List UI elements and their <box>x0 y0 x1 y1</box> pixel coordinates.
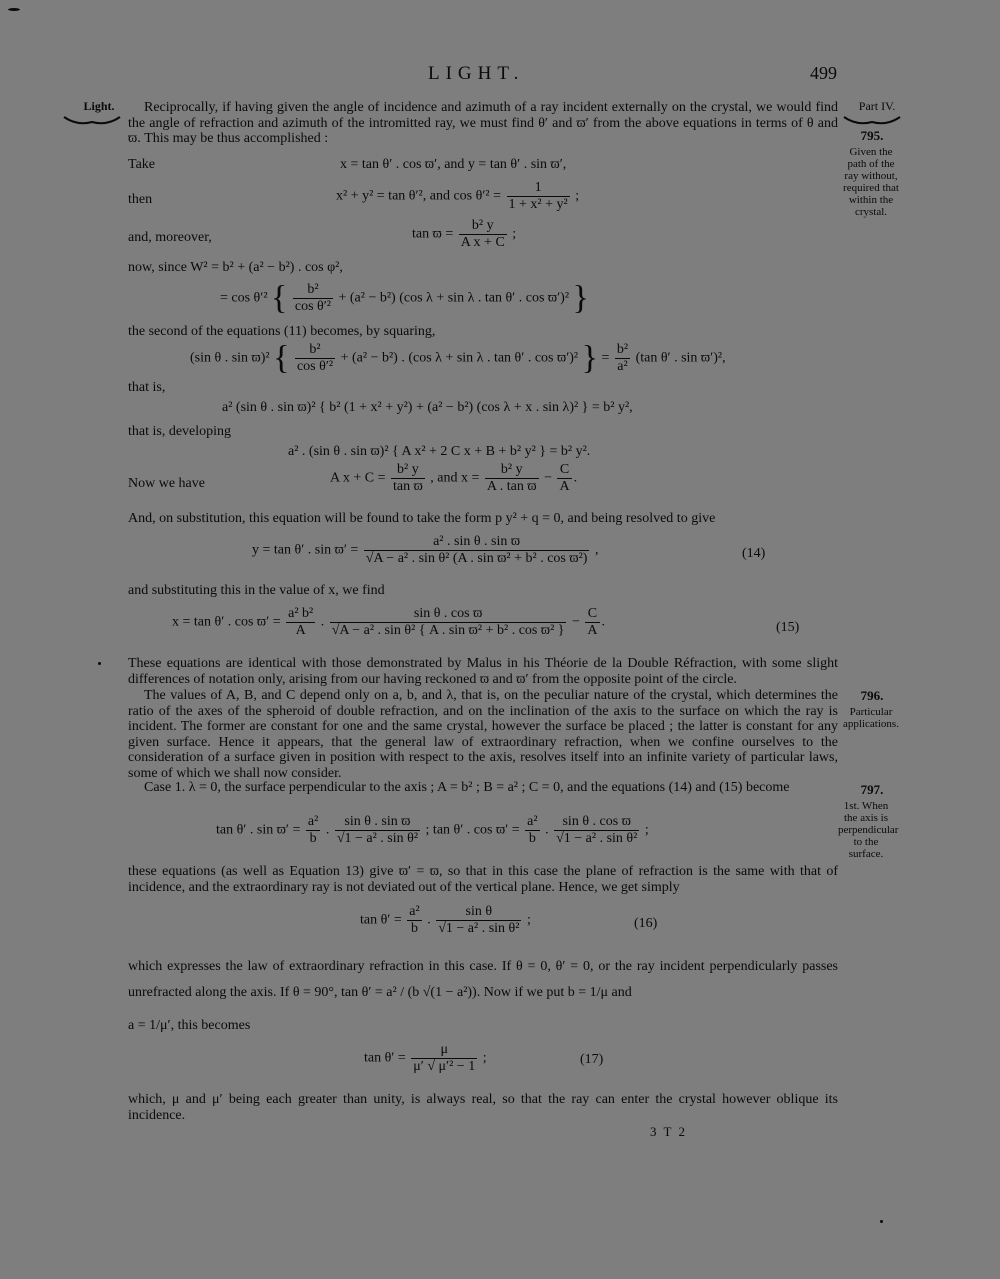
paragraph-which-expresses: which expresses the law of extraordinary refraction in this case. If θ = 0, θ′ = 0, or the ray incident perpendicularly passes unrefracted along the axis. If θ = 90°, tan θ′ = a² / (b √(1 − a²)). Now if we put b = 1/μ and <box>128 959 838 1000</box>
page-number: 499 <box>810 63 837 83</box>
equation-tan-varpi: tan ϖ = $\frac{\text{b² y}}{\text{A x + C}}$ ; <box>412 218 517 250</box>
equation-that-is: a² (sin θ . sin ϖ)² { b² (1 + x² + y²) + (a² − b²) (cos λ + x . sin λ)² } = b² y², <box>222 400 633 415</box>
running-title: LIGHT. <box>428 63 525 84</box>
equation-number-15: (15) <box>776 620 800 635</box>
equation-number-14: (14) <box>742 546 766 561</box>
equation-14: y = tan θ′ . sin ϖ′ = $\frac{\text{a² . sin θ . sin ϖ}}{\text{√A − a² . sin θ² (A . sin ϖ² + b² . cos ϖ²)}}$ , <box>252 534 599 566</box>
paragraph-substitution: And, on substitution, this equation will be found to take the form p y² + q = 0, and being resolved to give <box>128 511 716 526</box>
paragraph-since: now, since W² = b² + (a² − b²) . cos φ², <box>128 260 343 275</box>
paragraph-which-mu: which, μ and μ′ being each greater than unity, is always real, so that the ray can enter the crystal however oblique its incidence. <box>128 1092 838 1123</box>
equation-squared: (sin θ . sin ϖ)² { $\frac{\text{b²}}{\text{cos θ′²}}$ + (a² − b²) . (cos λ + sin λ . tan θ′ . cos ϖ′)² } = $\frac{\text{b²}}{\text{a²}}$ (tan θ′ . sin ϖ′)², <box>190 339 726 377</box>
equation-15: x = tan θ′ . cos ϖ′ = $\frac{\text{a² b²}}{A}$ . $\frac{\text{sin θ . cos ϖ}}{\text{√A − a² . sin θ² \{ A . sin ϖ² + b² . cos ϖ² \}}}$ − $\frac{C}{A}$ . <box>172 606 606 638</box>
margin-label-part: Part IV. <box>858 99 896 113</box>
right-margin-brace <box>842 114 902 128</box>
section-number-796: 796. <box>860 688 884 703</box>
section-note-797: 1st. When the axis is perpendicular to the surface. <box>838 800 899 860</box>
scan-speck <box>880 1220 883 1223</box>
equation-w-squared: = cos θ′² { $\frac{\text{b²}}{\text{cos θ′²}}$ + (a² − b²) (cos λ + sin λ . tan θ′ . cos ϖ′)² } <box>220 279 589 317</box>
section-number-795: 795. <box>860 128 884 143</box>
section-number-797: 797. <box>860 782 884 797</box>
paragraph-substituting: and substituting this in the value of x, we find <box>128 583 385 598</box>
equation-case-1: tan θ′ . sin ϖ′ = $\frac{\text{a²}}{b}$ . $\frac{\text{sin θ . sin ϖ}}{\text{√1 − a² . sin θ²}}$ ; tan θ′ . cos ϖ′ = $\frac{\text{a²}}{b}$ . $\frac{\text{sin θ . cos ϖ}}{\text{√1 − a² . sin θ²}}$ ; <box>216 814 649 846</box>
section-note-796: Particular applications. <box>843 706 899 730</box>
scan-speck <box>98 662 101 665</box>
paragraph-second: the second of the equations (11) becomes, by squaring, <box>128 324 436 339</box>
label-take: Take <box>128 157 156 172</box>
equation-17: tan θ′ = $\frac{\mu}{\text{μ′ √ μ′² − 1}}$ ; <box>364 1042 487 1074</box>
paragraph-reciprocally: Reciprocally, if having given the angle of incidence and azimuth of a ray incident externally on the crystal, we would find the angle of refraction and azimuth of the intromitted ray, we must find θ′ and ϖ′ from the above equations in terms of θ and ϖ. This may be thus accomplished : <box>128 100 838 147</box>
equation-number-17: (17) <box>580 1052 604 1067</box>
paragraph-a-becomes: a = 1/μ′, this becomes <box>128 1018 251 1033</box>
label-that-is-1: that is, <box>128 380 166 395</box>
equation-take: x = tan θ′ . cos ϖ′, and y = tan θ′ . sin ϖ′, <box>340 157 567 172</box>
left-margin-brace <box>62 114 122 128</box>
label-now-we-have: Now we have <box>128 476 205 491</box>
margin-label-light: Light. <box>83 99 115 113</box>
signature-mark: 3 T 2 <box>650 1124 687 1139</box>
equation-16: tan θ′ = $\frac{\text{a²}}{b}$ . $\frac{\text{sin θ}}{\text{√1 − a² . sin θ²}}$ ; <box>360 904 531 936</box>
paragraph-values: The values of A, B, and C depend only on a, b, and λ, that is, on the peculiar nature of the crystal, which determines the ratio of the axes of the spheroid of double refraction, and on the inclination of the axis to the surface on which the ray is incident. The former are constant for one and the same crystal, however the surface be placed ; the latter is constant for any given surface. Hence it appears, that the general law of extraordinary refraction, when we confine ourselves to the consideration of a surface given in position with respect to the axis, resolves itself into an infinite variety of particular laws, some of which we shall now consider. <box>128 688 838 781</box>
equation-now-we-have: A x + C = $\frac{\text{b² y}}{\text{tan ϖ}}$ , and x = $\frac{\text{b² y}}{\text{A . tan ϖ}}$ − $\frac{C}{A}$ . <box>330 462 578 494</box>
paragraph-these-equations: these equations (as well as Equation 13) give ϖ′ = ϖ, so that in this case the plane of refraction is the same with that of incidence, and the extraordinary ray is not deviated out of the vertical plane. Hence, we get simply <box>128 864 838 895</box>
paragraph-case-1: Case 1. λ = 0, the surface perpendicular to the axis ; A = b² ; B = a² ; C = 0, and the equations (14) and (15) become <box>144 780 790 795</box>
equation-then: x² + y² = tan θ′², and cos θ′² = $\frac{1}{\text{1 + x² + y²}}$ ; <box>336 180 580 212</box>
label-then: then <box>128 192 153 207</box>
label-moreover: and, moreover, <box>128 230 212 245</box>
scan-speck <box>8 8 20 11</box>
paragraph-malus: These equations are identical with those demonstrated by Malus in his Théorie de la Double Réfraction, with some slight differences of notation only, arising from our having reckoned ϖ and ϖ′ from the opposite point of the circle. <box>128 656 838 687</box>
label-that-is-developing: that is, developing <box>128 424 232 439</box>
equation-developing: a² . (sin θ . sin ϖ)² { A x² + 2 C x + B + b² y² } = b² y². <box>288 444 591 459</box>
section-note-795: Given the path of the ray without, required that within the crystal. <box>843 146 899 218</box>
equation-number-16: (16) <box>634 916 658 931</box>
